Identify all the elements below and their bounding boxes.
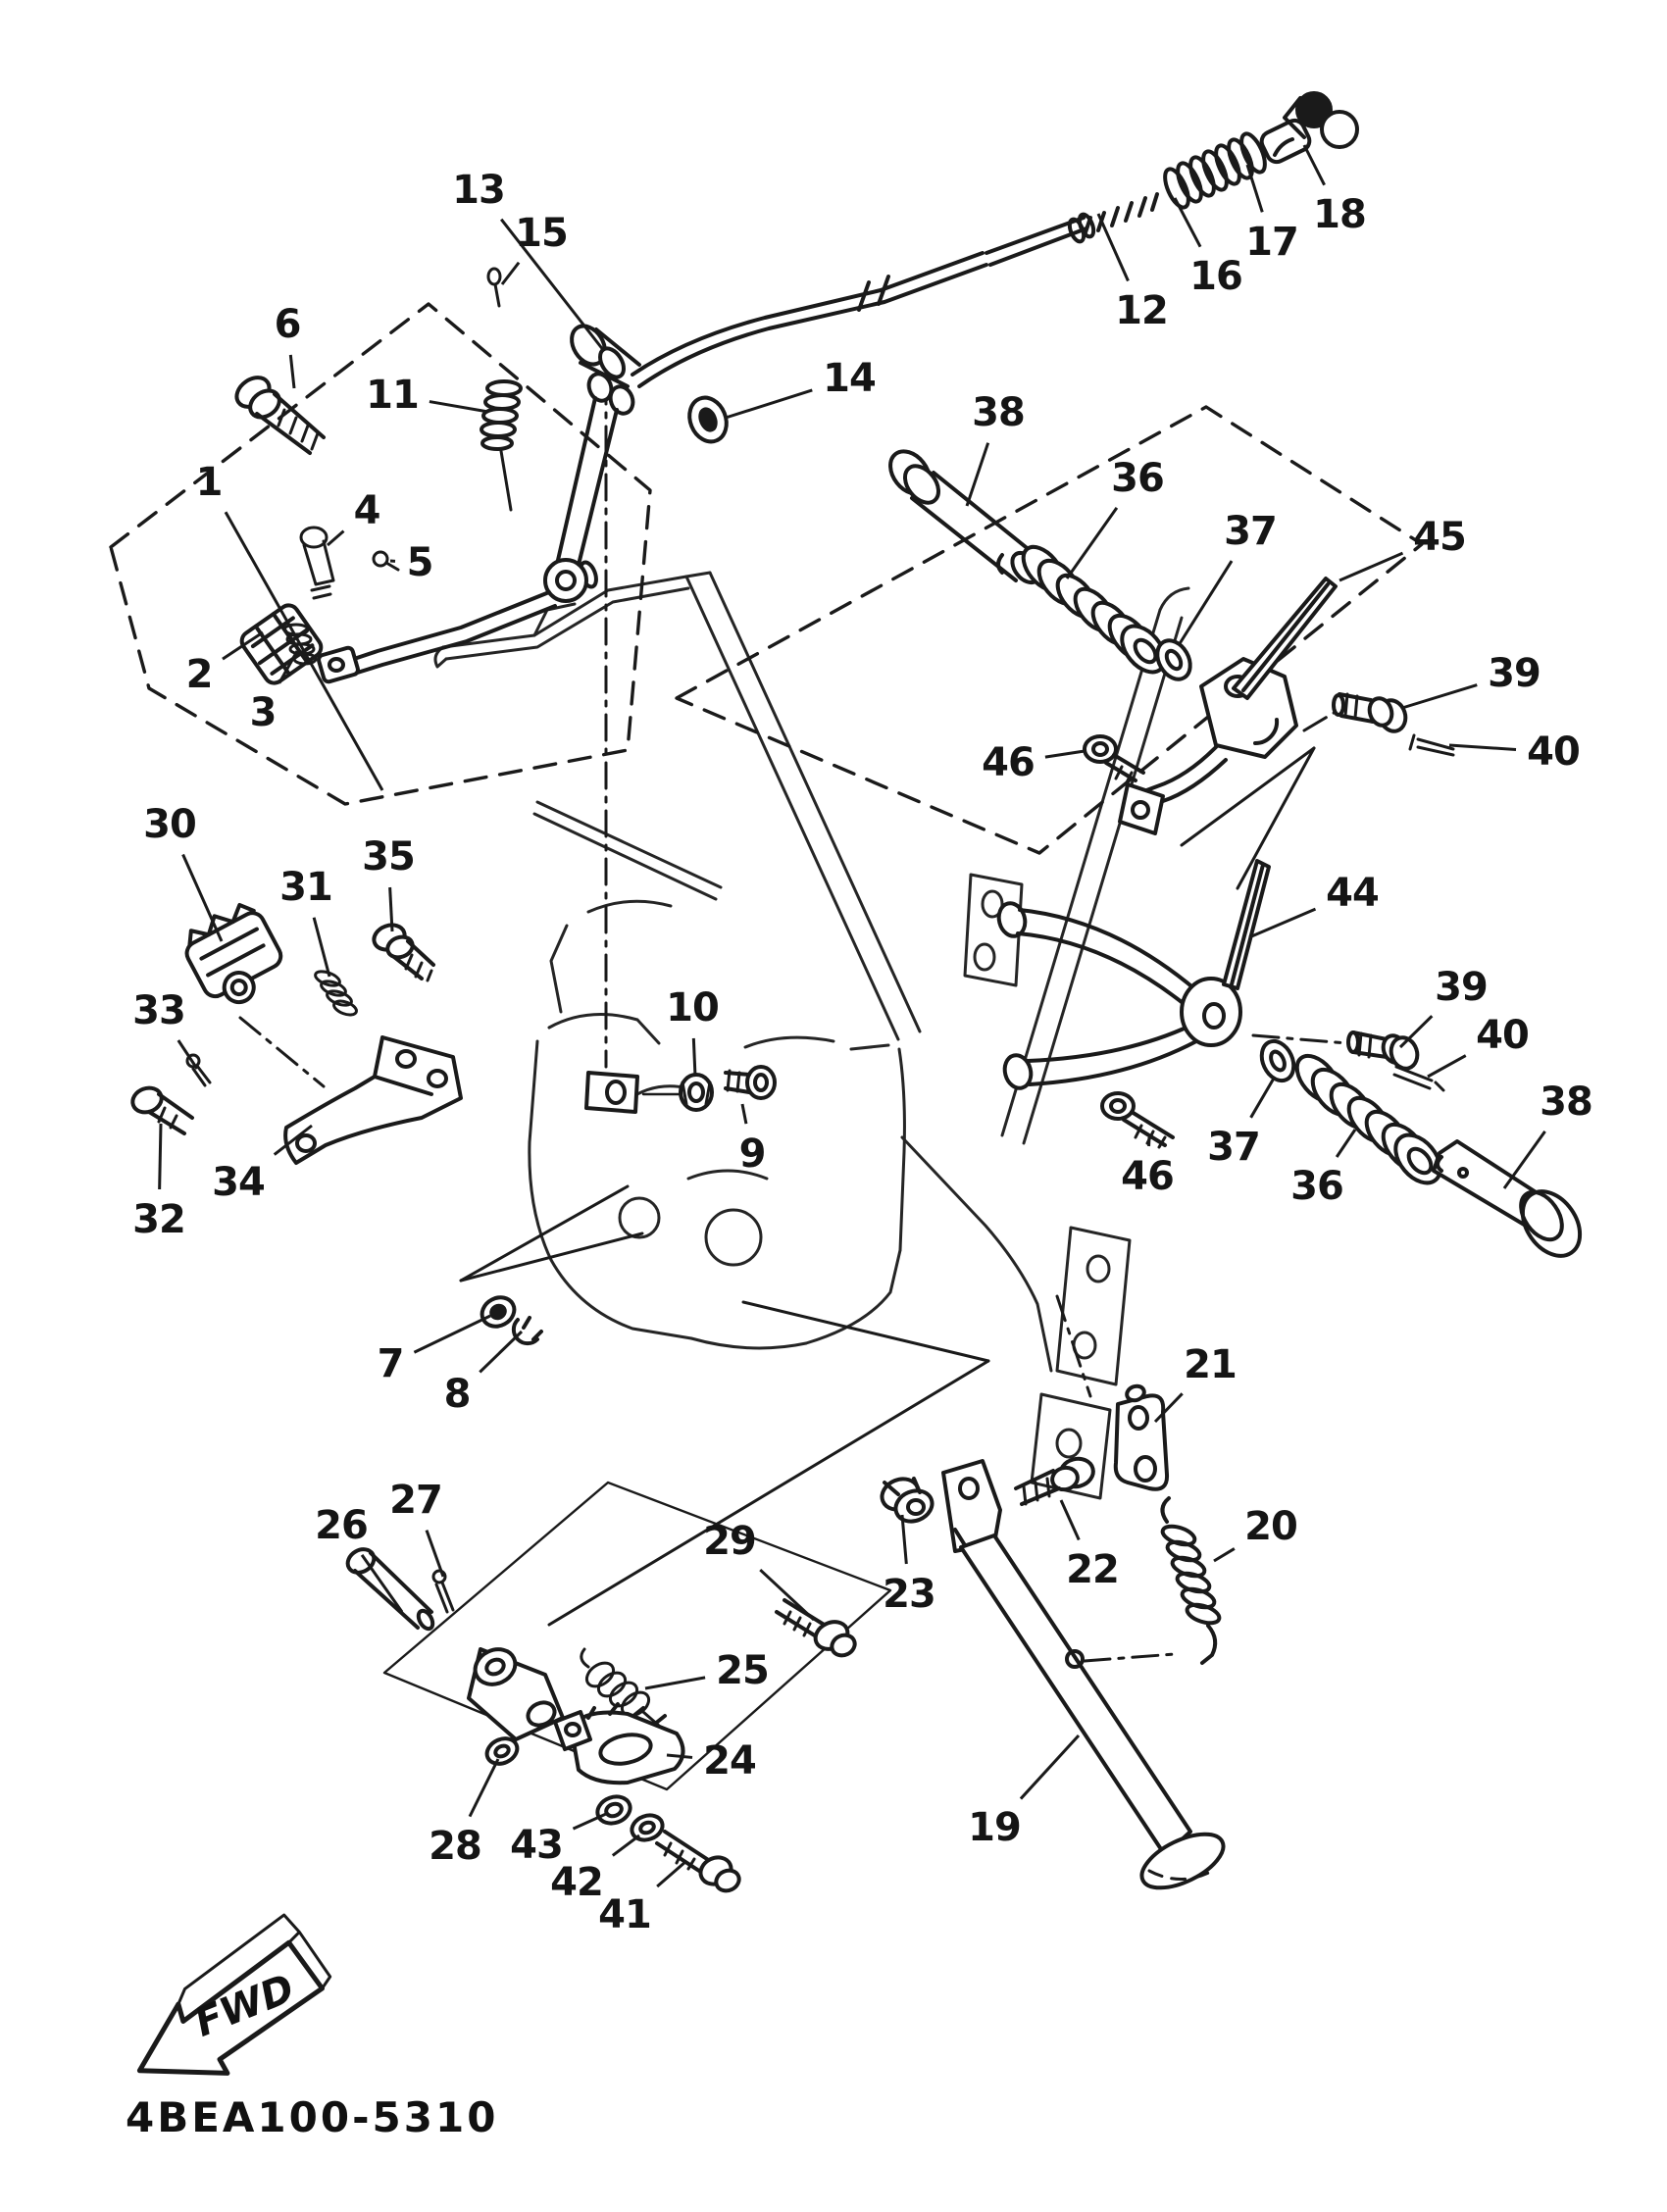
part-number-label: 5 <box>406 540 433 585</box>
part-number-label: 23 <box>883 1572 935 1617</box>
bolt-41 <box>657 1832 742 1894</box>
callout-32-31 <box>132 1124 185 1242</box>
part-number-label: 34 <box>212 1160 265 1205</box>
callout-37-46 <box>1207 1077 1275 1170</box>
callout-18-17 <box>1304 145 1366 237</box>
footrest-bracket-34 <box>285 1037 461 1163</box>
callout-30-29 <box>143 802 222 941</box>
callout-8-7 <box>444 1332 522 1417</box>
part-number-label: 28 <box>429 1824 481 1869</box>
part-number-label: 44 <box>1326 871 1379 916</box>
part-number-label: 42 <box>550 1860 603 1905</box>
callout-13-12 <box>452 168 604 351</box>
part-number-label: 15 <box>515 211 568 256</box>
callout-40-44 <box>1428 1013 1529 1077</box>
fwd-arrow <box>106 1908 349 2104</box>
callout-40-40 <box>1449 729 1580 775</box>
callout-21-20 <box>1155 1342 1237 1422</box>
part-number-label: 33 <box>132 988 185 1033</box>
part-number-label: 12 <box>1115 288 1168 333</box>
motorcycle-frame-ghost <box>435 573 1188 1498</box>
washer-37-lower <box>1256 1036 1300 1086</box>
bracket-arm-upper <box>1120 747 1226 833</box>
pedal-rubber <box>238 601 325 686</box>
callout-38-45 <box>1504 1080 1592 1188</box>
footrest-rubber-36-upper <box>1016 539 1174 679</box>
sidestand-bracket-21 <box>1116 1383 1167 1488</box>
sidestand-nut-23 <box>878 1474 936 1527</box>
part-number-label: 14 <box>823 356 876 401</box>
part-number-label: 24 <box>703 1738 756 1784</box>
group-box-upper-footrest <box>677 407 1422 853</box>
callout-9-8 <box>739 1104 766 1177</box>
pedal-bolt <box>301 528 333 598</box>
part-number-label: 8 <box>443 1372 471 1417</box>
callout-29-28 <box>703 1519 814 1620</box>
bolt-46-lower <box>1102 1093 1173 1147</box>
callout-16-15 <box>1175 198 1242 299</box>
callout-layer <box>132 145 1592 1937</box>
callout-23-22 <box>883 1515 935 1617</box>
callout-27-26 <box>389 1478 443 1577</box>
sidestand-spring-20 <box>1160 1498 1221 1663</box>
part-number-label: 18 <box>1313 192 1366 237</box>
footrest-bolt-35 <box>371 921 433 980</box>
footrest-pin-38-upper <box>883 444 1044 588</box>
callout-39-39 <box>1402 651 1541 708</box>
part-number-label: 40 <box>1476 1013 1529 1058</box>
part-number-label: 10 <box>666 985 719 1031</box>
footrest-rubber-30 <box>177 897 293 1016</box>
part-number-label: 29 <box>703 1519 756 1564</box>
callout-15-14 <box>502 211 568 284</box>
cotter-pin-40-upper <box>1410 735 1453 755</box>
part-number-label: 46 <box>982 740 1035 785</box>
callout-22-21 <box>1061 1500 1119 1592</box>
part-number-label: 36 <box>1111 456 1164 501</box>
part-number-label: 9 <box>738 1131 766 1177</box>
part-number-label: 16 <box>1189 254 1242 299</box>
clevis-pin-26 <box>343 1544 435 1631</box>
part-number-label: 20 <box>1244 1504 1297 1549</box>
callout-4-3 <box>328 488 379 545</box>
callout-10-9 <box>666 985 719 1077</box>
cotter-pin-27 <box>433 1571 453 1612</box>
part-number-label: 31 <box>279 865 332 910</box>
callout-11-10 <box>366 373 488 418</box>
shift-lever-arm <box>556 371 636 589</box>
shift-pedal <box>318 560 586 682</box>
callout-31-30 <box>279 865 332 977</box>
sidestand-pivot-bolt-29 <box>777 1600 858 1659</box>
part-number-label: 27 <box>389 1478 442 1523</box>
part-number-label: 1 <box>195 460 223 505</box>
washer-43 <box>594 1792 634 1828</box>
shift-cable <box>632 194 1157 386</box>
footrest-pin-38-lower <box>1434 1141 1591 1267</box>
part-number-label: 26 <box>315 1503 368 1548</box>
callout-5-4 <box>390 540 432 585</box>
bolt-39-upper <box>1334 694 1409 734</box>
callout-44-42 <box>1249 871 1379 937</box>
part-number-label: 32 <box>132 1197 185 1242</box>
part-number-label: 46 <box>1121 1154 1174 1199</box>
part-number-label: 30 <box>143 802 196 847</box>
callout-25-24 <box>645 1648 769 1693</box>
peg-pivot-bracket-28 <box>469 1643 563 1769</box>
part-number-label: 2 <box>185 652 213 697</box>
callout-17-16 <box>1245 165 1298 265</box>
callout-46-41 <box>982 740 1085 785</box>
fwd-label: FWD <box>188 1965 301 2046</box>
part-number-label: 41 <box>598 1892 651 1937</box>
part-number-label: 43 <box>510 1823 563 1868</box>
callout-41-49 <box>598 1861 686 1937</box>
part-number-label: 36 <box>1290 1164 1343 1209</box>
part-number-label: 19 <box>968 1805 1021 1850</box>
part-number-label: 40 <box>1527 729 1580 775</box>
part-number-label: 6 <box>274 302 301 347</box>
part-number-label: 45 <box>1413 515 1466 560</box>
engine-mount-hardware <box>586 1067 775 1112</box>
sidestand-bolt-22 <box>1016 1455 1096 1504</box>
part-number-label: 37 <box>1224 509 1277 554</box>
callout-34-33 <box>212 1126 312 1205</box>
part-number-label: 38 <box>1540 1080 1592 1125</box>
callout-37-36 <box>1179 509 1277 645</box>
part-number-label: 13 <box>452 168 505 213</box>
part-number-label: 39 <box>1488 651 1541 696</box>
part-number-label: 7 <box>377 1341 404 1386</box>
callout-20-19 <box>1214 1504 1297 1561</box>
callout-36-47 <box>1290 1130 1355 1209</box>
callout-12-11 <box>1098 214 1168 333</box>
callout-19-18 <box>968 1735 1079 1850</box>
footrest-arms-44 <box>995 861 1269 1091</box>
part-number-label: 21 <box>1184 1342 1237 1387</box>
callout-14-13 <box>726 356 876 418</box>
footrest-bracket-45 <box>1201 578 1336 757</box>
pedal-pinch-bolt <box>231 372 324 453</box>
callout-35-34 <box>362 834 415 931</box>
callout-39-43 <box>1400 965 1488 1047</box>
part-number-label: 39 <box>1435 965 1488 1010</box>
part-number-label: 11 <box>366 373 419 418</box>
part-number-label: 35 <box>362 834 415 880</box>
callout-45-38 <box>1339 515 1466 580</box>
adjuster-screw <box>488 269 500 306</box>
callout-38-37 <box>967 390 1025 506</box>
callout-33-32 <box>132 988 197 1069</box>
callout-28-27 <box>429 1759 498 1869</box>
callout-7-6 <box>378 1316 490 1386</box>
part-number-label: 38 <box>972 390 1025 435</box>
part-number-label: 3 <box>249 690 277 735</box>
footrest-spring-31 <box>314 969 359 1018</box>
part-number-label: 37 <box>1207 1125 1260 1170</box>
pedal-spring <box>481 381 521 510</box>
part-number-label: 25 <box>716 1648 769 1693</box>
part-number-label: 22 <box>1066 1547 1119 1592</box>
kick-peg-24 <box>555 1704 683 1783</box>
part-number-label: 4 <box>353 488 380 533</box>
part-code: 4BEA100-5310 <box>126 2093 499 2141</box>
callout-6-5 <box>275 302 301 388</box>
cable-locknut-washer <box>683 392 733 447</box>
part-number-label: 17 <box>1245 220 1298 265</box>
